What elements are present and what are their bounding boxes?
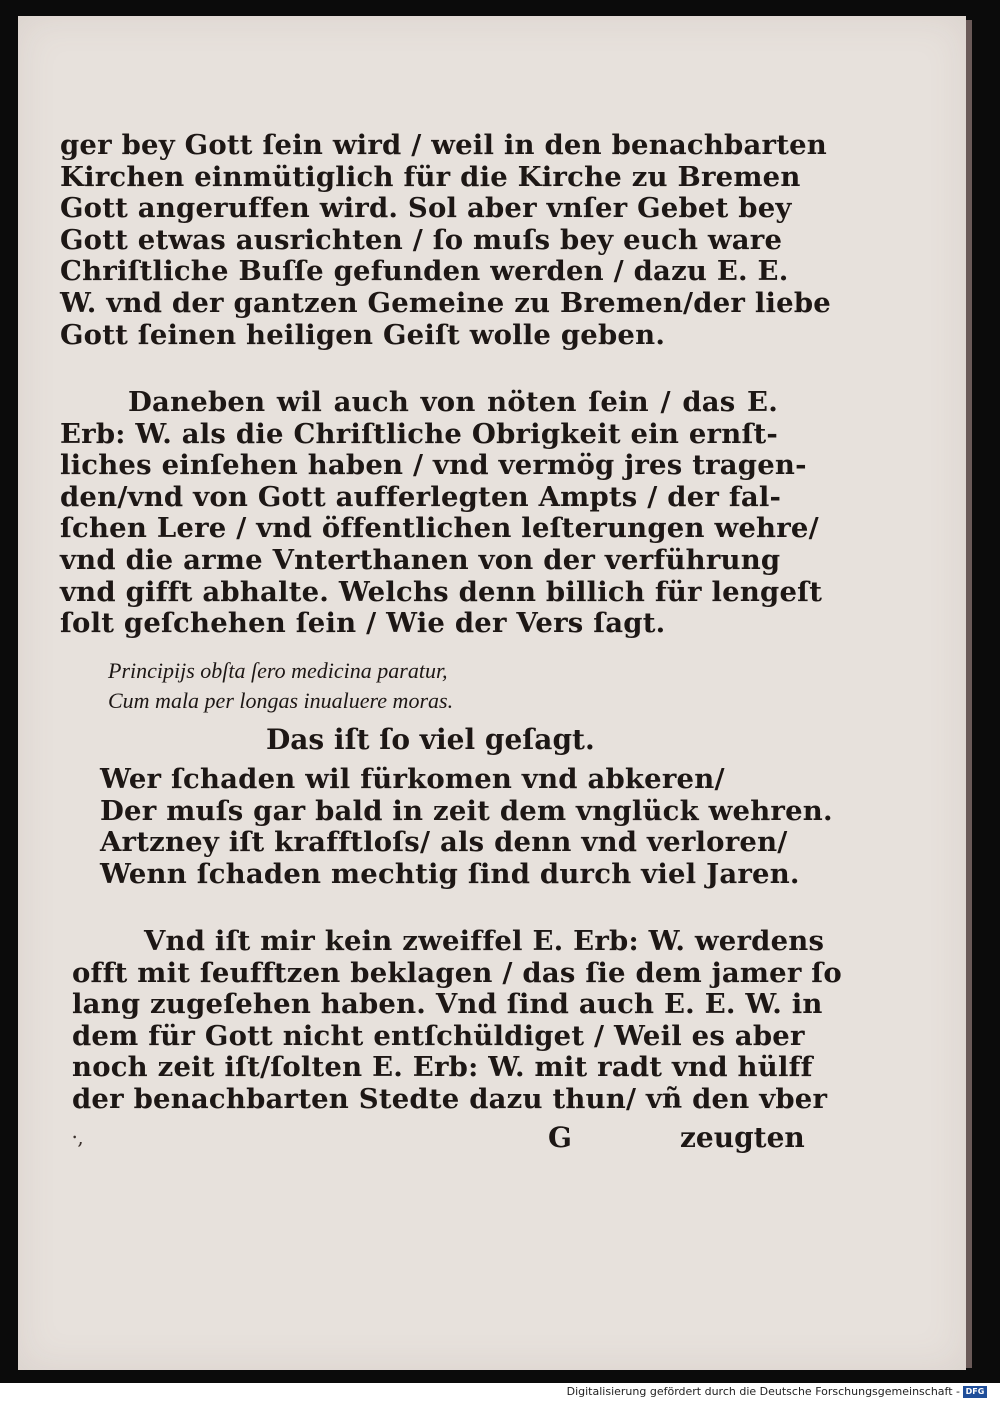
text-line: dem für Gott nicht entſchüldiget / Weil es aber: [72, 1019, 805, 1052]
verse-line: Wenn ſchaden mechtig ſind durch viel Jaren.: [100, 857, 800, 890]
quote-line: Principijs obſta ſero medicina paratur,: [108, 658, 448, 683]
text-line: der benachbarten Stedte dazu thun/ vñ den vber: [72, 1082, 828, 1115]
text-line: vnd gifft abhalte. Welchs denn billich für lengeſt: [60, 575, 823, 608]
dfg-logo: DFG: [963, 1386, 987, 1398]
text-line: Gott etwas ausrichten / ſo muſs bey euch ware: [60, 223, 783, 256]
verse-block: [100, 763, 833, 890]
text-line: lang zugeſehen haben. Vnd ſind auch E. E. W. in: [72, 988, 823, 1021]
text-line: Gott ſeinen heiligen Geiſt wolle geben.: [60, 318, 666, 351]
paragraph-2: [60, 386, 823, 640]
paragraph-1: [60, 129, 831, 351]
text-line: Vnd iſt mir kein zweiffel E. Erb: W. werdens: [144, 925, 825, 957]
verse-line: Artzney iſt krafftloſs/ als denn vnd verloren/: [100, 826, 788, 859]
text-line: ſolt geſchehen ſein / Wie der Vers ſagt.: [60, 607, 666, 640]
verse-line: Der muſs gar bald in zeit dem vnglück wehren.: [100, 794, 833, 827]
text-line: den/vnd von Gott aufferlegten Ampts / der fal-: [60, 480, 782, 513]
verse-heading: Das iſt ſo viel geſagt.: [266, 723, 595, 756]
text-line: Gott angeruffen wird. Sol aber vnſer Gebet bey: [60, 192, 792, 225]
text-line: offt mit ſeufftzen beklagen / das ſie dem jamer ſo: [72, 956, 842, 989]
tick-mark: ⸱,: [72, 1125, 84, 1149]
verse-line: Wer ſchaden wil fürkomen vnd abkeren/: [100, 763, 725, 795]
text-line: ſchen Lere / vnd öffentlichen leſterungen wehre/: [60, 512, 819, 545]
quote-line: Cum mala per longas inualuere moras.: [108, 688, 454, 713]
text-line: W. vnd der gantzen Gemeine zu Bremen/der liebe: [60, 286, 831, 319]
page-edge: [966, 20, 972, 1368]
signature-mark: G: [548, 1121, 572, 1154]
text-line: noch zeit iſt/ſolten E. Erb: W. mit radt vnd hülff: [72, 1051, 813, 1084]
text-line: Kirchen einmütiglich für die Kirche zu Bremen: [60, 160, 801, 193]
text-line: Daneben wil auch von nöten ſein / das E.: [128, 386, 778, 418]
latin-quote: [108, 656, 608, 716]
text-line: liches einſehen haben / vnd vermög jres tragen-: [60, 449, 807, 482]
paragraph-3: [72, 925, 842, 1116]
text-line: ger bey Gott ſein wird / weil in den benachbarten: [60, 129, 827, 161]
digitization-credit: Digitalisierung gefördert durch die Deutsche Forschungsgemeinschaft -: [566, 1385, 960, 1398]
text-line: vnd die arme Vnterthanen von der verführung: [60, 543, 781, 576]
text-line: Erb: W. als die Chriſtliche Obrigkeit ein ernſt-: [60, 417, 778, 450]
catchword: zeugten: [680, 1121, 805, 1154]
text-line: Chriſtliche Buſſe gefunden werden / dazu E. E.: [60, 255, 789, 288]
